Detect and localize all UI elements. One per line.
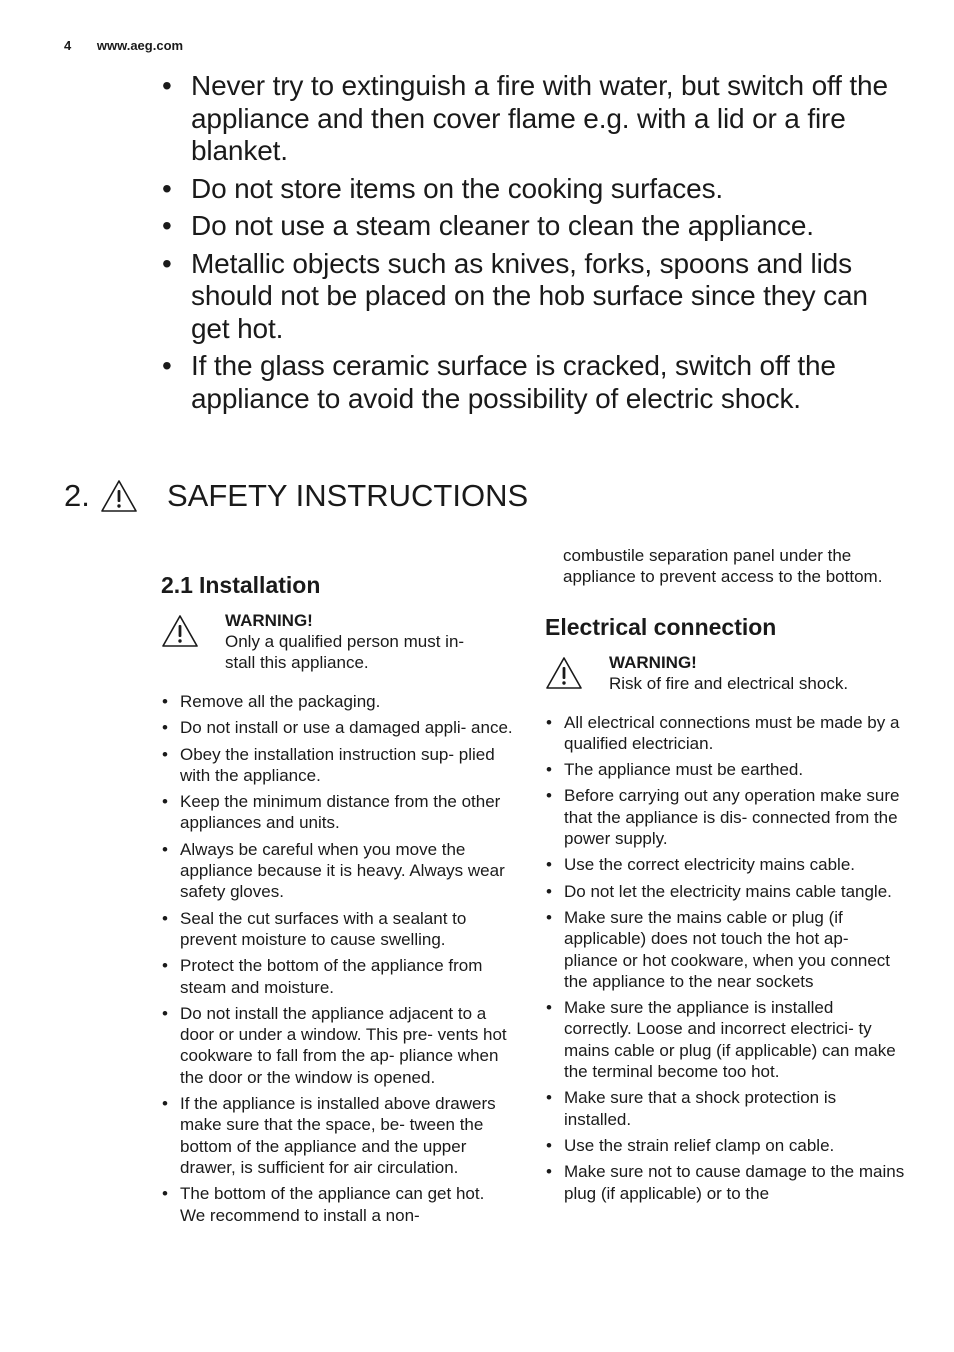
list-item: • Use the strain relief clamp on cable. [545, 1135, 905, 1156]
warning-triangle-icon [161, 614, 199, 648]
list-item: • If the appliance is installed above drawers make sure that the space, be- tween the bottom of the appliance and the upper drawer, is sufficient for air circulation. [161, 1093, 513, 1178]
page-header [64, 38, 183, 53]
list-item: • All electrical connections must be made by a qualified electrician. [545, 712, 905, 755]
list-item: • Remove all the packaging. [161, 691, 513, 712]
list-item: • Protect the bottom of the appliance from steam and moisture. [161, 955, 513, 998]
top-bullet-list [162, 70, 902, 420]
installation-bullet-list [161, 691, 513, 1226]
list-item: • Do not install the appliance adjacent to a door or under a window. This pre- vents hot cookware to fall from the ap- pliance when the door or the window is opened. [161, 1003, 513, 1088]
electrical-bullet-list [545, 712, 905, 1204]
list-item: • Metallic objects such as knives, forks, spoons and lids should not be placed on the hob surface since they can get hot. [162, 248, 902, 346]
list-item: • Make sure that a shock protection is installed. [545, 1087, 905, 1130]
subsection-number: 2.1 [161, 572, 193, 598]
list-item: • Do not store items on the cooking surfaces. [162, 173, 902, 206]
list-item: • Do not install or use a damaged appli- ance. [161, 717, 513, 738]
list-item: • Make sure the mains cable or plug (if applicable) does not touch the hot ap- pliance or hot cookware, when you connect the appliance to the near sockets [545, 907, 905, 992]
subsection-heading-installation [161, 570, 513, 600]
list-item: • If the glass ceramic surface is cracked, switch off the appliance to avoid the possibility of electric shock. [162, 350, 902, 415]
list-item: • Make sure the appliance is installed correctly. Loose and incorrect electrici- ty mains cable or plug (if applicable) can make the terminal become too hot. [545, 997, 905, 1082]
list-item: • Do not let the electricity mains cable tangle. [545, 881, 905, 902]
warning-text: Only a qualified person must in- [225, 632, 465, 651]
list-item: • Make sure not to cause damage to the mains plug (if applicable) or to the [545, 1161, 905, 1204]
list-item: • Keep the minimum distance from the other appliances and units. [161, 791, 513, 834]
right-column [545, 545, 905, 1209]
website-url: www.aeg.com [96, 38, 184, 53]
page-number: 4 [64, 38, 72, 53]
continued-paragraph: combustile separation panel under the appliance to prevent access to the bottom. [563, 546, 883, 587]
list-item: • Obey the installation instruction sup- plied with the appliance. [161, 744, 513, 787]
list-item: • Before carrying out any operation make sure that the appliance is dis- connected from the power supply. [545, 785, 905, 849]
list-item: • Seal the cut surfaces with a sealant to prevent moisture to cause swelling. [161, 908, 513, 951]
list-item: • The bottom of the appliance can get hot. We recommend to install a non- [161, 1183, 513, 1226]
section-title: SAFETY INSTRUCTIONS [167, 478, 529, 513]
warning-triangle-icon [100, 479, 138, 513]
warning-title: WARNING! [609, 652, 697, 672]
warning-title: WARNING! [225, 611, 313, 630]
warning-text: Risk of fire and electrical shock. [609, 673, 849, 693]
list-item: • The appliance must be earthed. [545, 759, 905, 780]
section-number: 2. [64, 478, 90, 513]
section-heading [64, 478, 528, 514]
list-item: • Use the correct electricity mains cable. [545, 854, 905, 875]
subsection-heading-electrical: Electrical connection [545, 613, 777, 640]
subsection-title: Installation [198, 572, 321, 598]
list-item: • Do not use a steam cleaner to clean the appliance. [162, 210, 902, 243]
list-item: • Always be careful when you move the appliance because it is heavy. Always wear safety gloves. [161, 839, 513, 903]
list-item: • Never try to extinguish a fire with water, but switch off the appliance and then cover flame e.g. with a lid or a fire blanket. [162, 70, 902, 168]
installation-column [161, 570, 513, 1231]
warning-box [161, 610, 513, 673]
warning-text: stall this appliance. [225, 653, 369, 672]
warning-box [545, 652, 905, 694]
warning-triangle-icon [545, 656, 583, 690]
